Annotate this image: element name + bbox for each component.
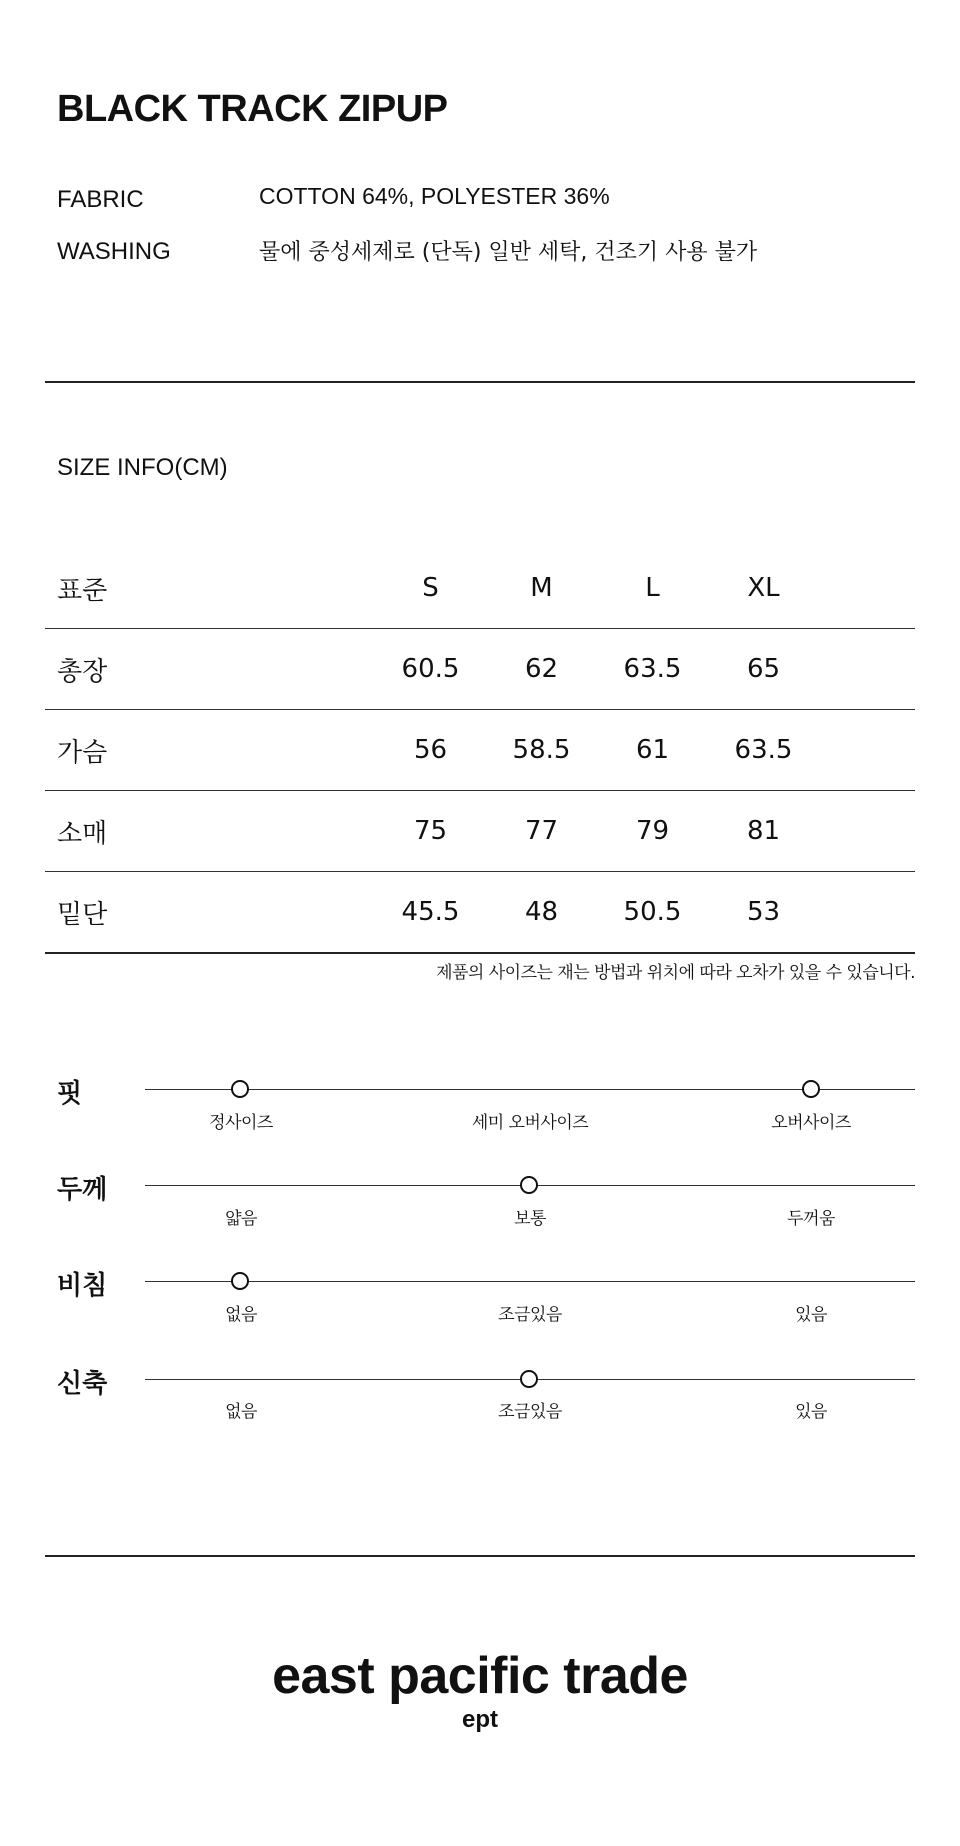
fit-dot-2 — [802, 1080, 820, 1098]
thickness-option-0: 얇음 — [225, 1209, 257, 1229]
cell-value: 58.5 — [512, 735, 571, 765]
size-header-label: 표준 — [57, 575, 108, 606]
fit-option-0: 정사이즈 — [209, 1113, 273, 1133]
fabric-label: FABRIC — [57, 186, 144, 213]
cell-value: 79 — [635, 816, 670, 846]
cell-value: 65 — [746, 654, 781, 684]
size-info-heading: SIZE INFO(CM) — [57, 454, 228, 481]
size-disclaimer: 제품의 사이즈는 재는 방법과 위치에 따라 오차가 있을 수 있습니다. — [436, 963, 915, 983]
table-row — [45, 629, 915, 710]
cell-value: 62 — [524, 654, 559, 684]
cell-value: 81 — [746, 816, 781, 846]
stretch-option-1: 조금있음 — [498, 1402, 562, 1422]
brand-name: east pacific trade — [272, 1647, 688, 1705]
fabric-value: COTTON 64%, POLYESTER 36% — [259, 183, 610, 209]
washing-label: WASHING — [57, 238, 171, 265]
table-row — [45, 872, 915, 954]
cell-value: 48 — [524, 897, 559, 927]
brand-short: ept — [462, 1706, 498, 1733]
size-table — [45, 548, 915, 954]
size-header-s: S — [422, 573, 439, 603]
fit-scale-line — [145, 1089, 915, 1090]
fit-dot-0 — [231, 1080, 249, 1098]
row-label: 밑단 — [57, 899, 108, 930]
divider-bottom — [45, 1555, 915, 1557]
washing-value: 물에 중성세제로 (단독) 일반 세탁, 건조기 사용 불가 — [259, 240, 758, 265]
row-label: 소매 — [57, 818, 108, 849]
thickness-dot-1 — [520, 1176, 538, 1194]
cell-value: 75 — [413, 816, 448, 846]
cell-value: 45.5 — [401, 897, 460, 927]
size-header-xl: XL — [747, 573, 780, 603]
cell-value: 50.5 — [623, 897, 682, 927]
cell-value: 77 — [524, 816, 559, 846]
thickness-label: 두께 — [57, 1175, 108, 1205]
stretch-option-2: 있음 — [795, 1402, 827, 1422]
sheerness-option-1: 조금있음 — [498, 1305, 562, 1325]
fit-label: 핏 — [57, 1079, 83, 1109]
stretch-label: 신축 — [57, 1369, 108, 1399]
cell-value: 63.5 — [734, 735, 793, 765]
cell-value: 60.5 — [401, 654, 460, 684]
thickness-option-2: 두꺼움 — [787, 1209, 835, 1229]
product-title: BLACK TRACK ZIPUP — [57, 88, 448, 130]
row-label: 가슴 — [57, 737, 108, 768]
cell-value: 56 — [413, 735, 448, 765]
fit-option-1: 세미 오버사이즈 — [471, 1113, 589, 1133]
sheerness-option-2: 있음 — [795, 1305, 827, 1325]
sheerness-label: 비침 — [57, 1271, 108, 1301]
row-label: 총장 — [57, 656, 108, 687]
size-header-m: M — [530, 573, 553, 603]
stretch-dot-1 — [520, 1370, 538, 1388]
size-header-l: L — [645, 573, 660, 603]
table-row — [45, 791, 915, 872]
divider-top — [45, 381, 915, 383]
cell-value: 63.5 — [623, 654, 682, 684]
size-table-header — [45, 548, 915, 629]
thickness-option-1: 보통 — [514, 1209, 546, 1229]
sheerness-option-0: 없음 — [225, 1305, 257, 1325]
sheerness-scale-line — [145, 1281, 915, 1282]
table-row — [45, 710, 915, 791]
cell-value: 53 — [746, 897, 781, 927]
stretch-option-0: 없음 — [225, 1402, 257, 1422]
cell-value: 61 — [635, 735, 670, 765]
fit-option-2: 오버사이즈 — [771, 1113, 851, 1133]
sheerness-dot-0 — [231, 1272, 249, 1290]
